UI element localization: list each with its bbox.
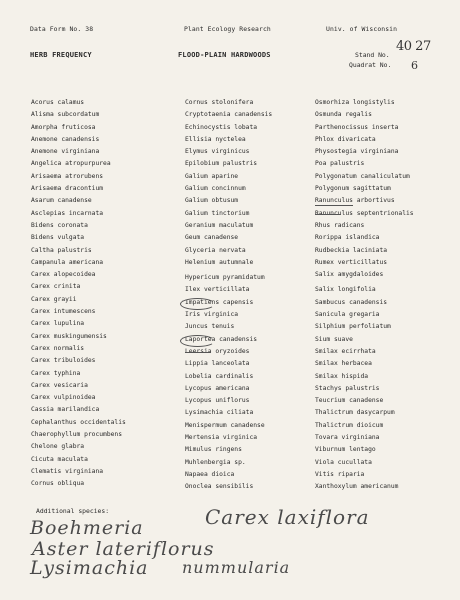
species-item: Impatiens capensis — [185, 297, 272, 309]
pencil-mark — [180, 298, 215, 310]
species-item: Cephalanthus occidentalis — [31, 418, 126, 426]
university-name: Univ. of Wisconsin — [326, 25, 398, 33]
pencil-mark — [185, 352, 211, 353]
species-item: Amorpha fruticosa — [31, 123, 96, 131]
species-item: Mertensia virginica — [185, 434, 258, 442]
species-item: Galium tinctorium — [185, 209, 250, 217]
species-item: Carex tribuloides — [31, 357, 96, 365]
species-item: Asclepias incarnata — [31, 209, 104, 217]
species-item: Cornus obliqua — [31, 480, 85, 488]
species-item: Mimulus ringens — [185, 446, 242, 454]
species-item: Salix longifolia — [315, 286, 376, 294]
species-item: Smilax ecirrhata — [315, 347, 376, 355]
lab-name: Plant Ecology Research — [184, 25, 271, 33]
species-item: Sium suave — [315, 335, 353, 343]
species-item: Parthenocissus inserta — [315, 123, 399, 131]
handwritten-species: Aster lateriflorus — [32, 538, 215, 560]
species-item: Galium obtusum — [185, 197, 239, 205]
species-item: Laportea canadensis — [185, 334, 272, 346]
species-item: Geum canadense — [185, 234, 239, 242]
species-item: Lobelia cardinalis — [185, 372, 254, 380]
species-item: Poa palustris — [315, 160, 365, 168]
species-item: Phlox divaricata — [315, 135, 376, 143]
additional-species-label: Additional species: — [36, 507, 110, 515]
species-item: Acorus calamus — [31, 99, 85, 106]
species-item: Galium aparine — [185, 172, 239, 180]
species-item: Alisma subcordatum — [31, 111, 100, 119]
species-item: Echinocystis lobata — [185, 123, 258, 131]
species-item: Elymus virginicus — [185, 148, 250, 156]
species-column-3 — [315, 97, 414, 494]
species-item: Leersia oryzoides — [185, 347, 250, 355]
community-title: FLOOD-PLAIN HARDWOODS — [178, 51, 271, 59]
species-item: Iris virginica — [185, 311, 239, 319]
species-item: Vitis riparia — [315, 470, 365, 478]
species-item: Asarum canadense — [31, 197, 92, 205]
quadrat-number-value: 6 — [411, 59, 418, 72]
species-item: Osmunda regalis — [315, 111, 372, 119]
species-item: Polygonum sagittatum — [315, 185, 391, 193]
species-item: Carex vesicaria — [31, 381, 88, 389]
species-item: Cryptotaenia canadensis — [185, 111, 273, 119]
species-item: Hypericum pyramidatum — [185, 274, 265, 282]
species-item: Carex normalis — [31, 344, 85, 352]
stand-number-value: 40 27 — [396, 39, 431, 54]
species-item: Sambucus canadensis — [315, 298, 388, 306]
species-item: Arisaema dracontium — [31, 185, 104, 193]
species-column-2 — [185, 97, 272, 494]
species-item: Lycopus uniflorus — [185, 397, 250, 405]
pencil-mark — [315, 205, 353, 206]
species-item: Silphium perfoliatum — [315, 323, 391, 331]
pencil-mark — [180, 335, 215, 347]
species-item: Physostegia virginiana — [315, 148, 399, 156]
species-item: Smilax herbacea — [315, 360, 372, 368]
species-item: Ranunculus septentrionalis — [315, 209, 414, 217]
species-item: Smilax hispida — [315, 372, 369, 380]
species-item: Menispermum canadense — [185, 421, 265, 429]
species-item: Viburnum lentago — [315, 446, 376, 454]
species-item: Juncus tenuis — [185, 323, 235, 331]
species-column-1 — [31, 97, 126, 491]
species-item: Chaerophyllum procumbens — [31, 431, 122, 439]
species-item: Carex muskingumensis — [31, 332, 107, 340]
species-item: Carex typhina — [31, 369, 81, 377]
species-item: Osmorhiza longistylis — [315, 99, 395, 106]
handwritten-species: Boehmeria — [30, 517, 144, 539]
species-item: Geranium maculatum — [185, 221, 254, 229]
species-item: Carex alopecoidea — [31, 271, 96, 279]
handwritten-species: nummularia — [182, 558, 291, 577]
species-item: Muhlenbergia sp. — [185, 458, 246, 466]
species-item: Ilex verticillata — [185, 286, 250, 294]
species-item: Clematis virginiana — [31, 467, 104, 475]
species-item: Lippia lanceolata — [185, 360, 250, 368]
species-item: Stachys palustris — [315, 384, 380, 392]
form-number: Data Form No. 38 — [30, 25, 94, 33]
species-item: Ellisia nyctelea — [185, 135, 246, 143]
species-item: Cornus stolonifera — [185, 99, 254, 106]
species-item: Carex grayii — [31, 295, 77, 303]
species-item: Anemone virginiana — [31, 148, 100, 156]
species-item: Sanicula gregaria — [315, 311, 380, 319]
species-item: Lycopus americana — [185, 384, 250, 392]
species-item: Epilobium palustris — [185, 160, 258, 168]
species-item: Bidens coronata — [31, 221, 88, 229]
species-item: Thalictrum dasycarpum — [315, 409, 395, 417]
species-item: Ranunculus arbortivus — [315, 197, 395, 205]
species-item: Carex lupulina — [31, 320, 85, 328]
pencil-mark — [315, 214, 341, 215]
species-item: Salix amygdaloides — [315, 271, 384, 279]
stand-number-label: Stand No. — [355, 51, 390, 59]
species-item: Rhus radicans — [315, 221, 365, 229]
species-item: Cassia marilandica — [31, 406, 100, 414]
species-item: Onoclea sensibilis — [185, 483, 254, 491]
species-item: Teucrium canadense — [315, 397, 384, 405]
species-item: Chelone glabra — [31, 443, 85, 451]
species-item: Polygonatum canaliculatum — [315, 172, 410, 180]
species-item: Arisaema atrorubens — [31, 172, 104, 180]
species-item: Caltha palustris — [31, 246, 92, 254]
species-item: Lysimachia ciliata — [185, 409, 254, 417]
handwritten-species: Carex laxiflora — [205, 505, 370, 529]
quadrat-number-label: Quadrat No. — [349, 61, 392, 69]
species-item: Rudbeckia laciniata — [315, 246, 388, 254]
species-item: Thalictrum dioicum — [315, 421, 384, 429]
species-item: Rumex verticillatus — [315, 258, 388, 266]
species-item: Helenium autumnale — [185, 258, 254, 266]
species-item: Tovara virginiana — [315, 434, 380, 442]
species-item: Galium concinnum — [185, 185, 246, 193]
species-item: Glyceria nervata — [185, 246, 246, 254]
species-item: Napaea dioica — [185, 470, 235, 478]
species-item: Bidens vulgata — [31, 234, 85, 242]
form-title: HERB FREQUENCY — [30, 51, 92, 59]
species-item: Carex intumescens — [31, 308, 96, 316]
species-item: Anemone canadensis — [31, 135, 100, 143]
species-item: Cicuta maculata — [31, 455, 88, 463]
species-item: Campanula americana — [31, 258, 104, 266]
species-item: Carex crinita — [31, 283, 81, 291]
species-item: Xanthoxylum americanum — [315, 483, 399, 491]
species-item: Rorippa islandica — [315, 234, 380, 242]
species-item: Viola cucullata — [315, 458, 372, 466]
species-item: Carex vulpinoidea — [31, 394, 96, 402]
handwritten-species: Lysimachia — [30, 557, 149, 579]
species-item: Angelica atropurpurea — [31, 160, 111, 168]
